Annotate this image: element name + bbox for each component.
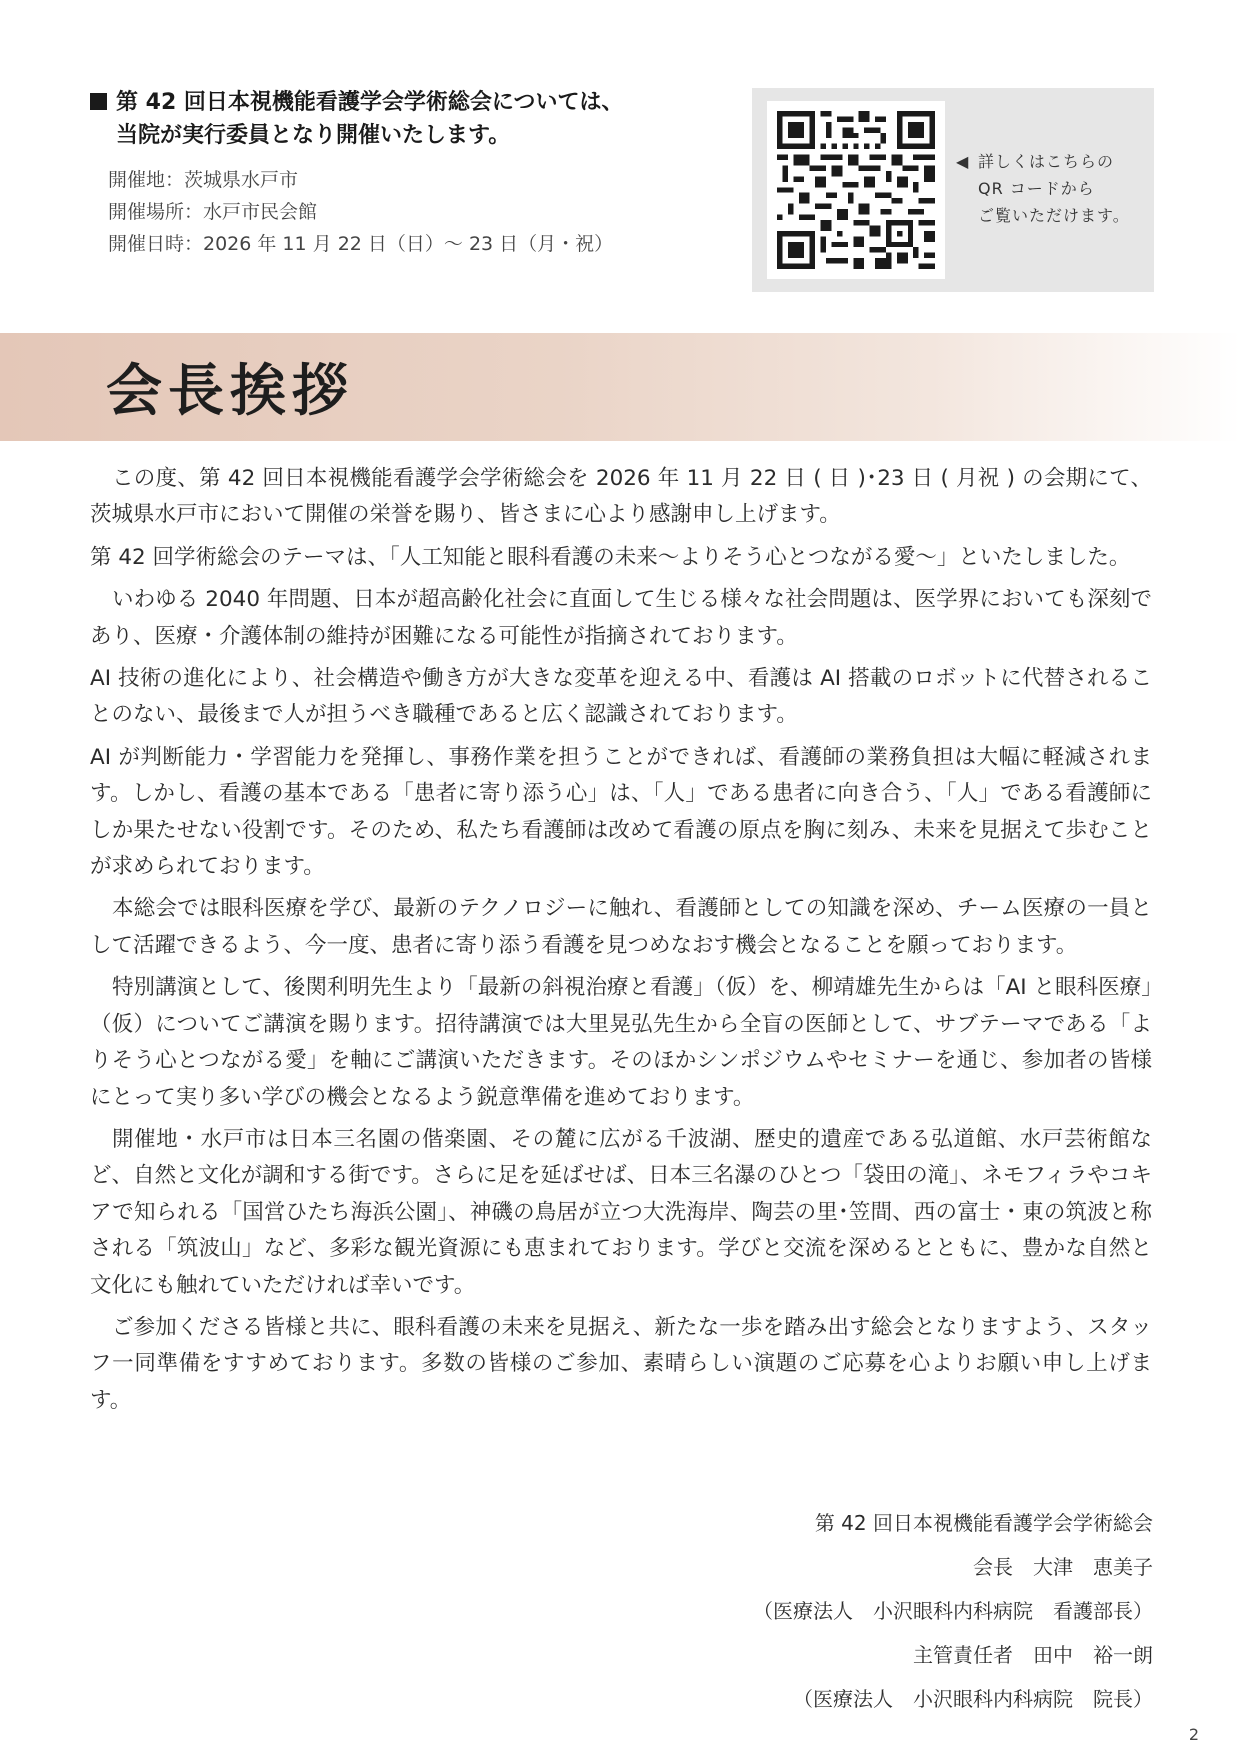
qr-code-icon (777, 111, 935, 269)
qr-code[interactable] (767, 101, 945, 279)
signature-manager-affiliation: （医療法人 小沢眼科内科病院 院長） (793, 1687, 1153, 1711)
paragraph-5: AI が判断能力・学習能力を発揮し、事務作業を担うことができれば、看護師の業務負担は大幅に軽減されます。しかし、看護の基本である「患者に寄り添う心」は、「人」である患者に向き合う、「人」である看護師にしか果たせない役割です。そのため、私たち看護師は改めて看護の原点を胸に刻み、未来を見据えて歩むことが求められております。 (90, 744, 1152, 880)
signature-manager: 主管責任者 田中 裕一朗 (913, 1643, 1153, 1667)
qr-caption-line-3: ご覧いただけます。 (978, 206, 1130, 225)
paragraph-6: 本総会では眼科医療を学び、最新のテクノロジーに触れ、看護師としての知識を深め、チーム医療の一員として活躍できるよう、今一度、患者に寄り添う看護を見つめなおす機会となることを願っております。 (90, 896, 1152, 958)
event-dates: 開催日時：2026 年 11 月 22 日（日）～ 23 日（月・祝） (108, 233, 614, 255)
paragraph-7: 特別講演として、後関利明先生より「最新の斜視治療と看護」（仮）を、柳靖雄先生からは「AI と眼科医療」（仮）についてご講演を賜ります。招待講演では大里晃弘先生から全盲の医師として、サブテーマである「よりそう心とつながる愛」を軸にご講演いただきます。そのほかシンポジウムやセミナーを通じ、参加者の皆様にとって実り多い学びの機会となるよう鋭意準備を進めております。 (90, 975, 1152, 1110)
page-title: 会長挨拶 (106, 358, 354, 424)
paragraph-4: AI 技術の進化により、社会構造や働き方が大きな変革を迎える中、看護は AI 搭載のロボットに代替されることのない、最後まで人が担うべき職種であると広く認識されております。 (90, 666, 1152, 728)
signature-block (753, 1505, 1153, 1717)
notice-title-line-1: 第 42 回日本視機能看護学会学術総会については、 (116, 90, 624, 115)
signature-president: 会長 大津 恵美子 (973, 1555, 1153, 1579)
greeting-body (90, 461, 1152, 1425)
qr-caption-line-1: 詳しくはこちらの (978, 152, 1115, 171)
paragraph-2: 第 42 回学術総会のテーマは、「人工知能と眼科看護の未来～よりそう心とつながる愛～」といたしました。 (90, 544, 1131, 570)
page-number: 2 (1188, 1725, 1199, 1744)
venue-area: 開催地：茨城県水戸市 (108, 169, 299, 191)
signature-president-affiliation: （医療法人 小沢眼科内科病院 看護部長） (753, 1599, 1153, 1623)
paragraph-1: この度、第 42 回日本視機能看護学会学術総会を 2026 年 11 月 22 日 ( 日 )･23 日 ( 月祝 ) の会期にて、茨城県水戸市において開催の栄誉を賜り、皆さまに心より感謝申し上げます。 (90, 466, 1152, 528)
section-banner (0, 333, 1241, 441)
paragraph-3: いわゆる 2040 年問題、日本が超高齢化社会に直面して生じる様々な社会問題は、医学界においても深刻であり、医療・介護体制の維持が困難になる可能性が指摘されております。 (90, 587, 1152, 649)
congress-notice (90, 86, 710, 260)
qr-caption-line-2: QR コードから (978, 179, 1095, 198)
venue: 開催場所：水戸市民会館 (108, 201, 318, 223)
notice-title (90, 86, 710, 152)
left-arrow-icon: ◀ (956, 152, 970, 171)
qr-panel (752, 88, 1154, 292)
square-bullet-icon (90, 93, 107, 110)
notice-details (90, 164, 710, 260)
notice-title-line-2: 当院が実行委員となり開催いたします。 (116, 123, 511, 148)
qr-caption (956, 148, 1152, 229)
signature-org: 第 42 回日本視機能看護学会学術総会 (814, 1511, 1153, 1535)
paragraph-9: ご参加くださる皆様と共に、眼科看護の未来を見据え、新たな一歩を踏み出す総会となりますよう、スタッフ一同準備をすすめております。多数の皆様のご参加、素晴らしい演題のご応募を心よりお願い申し上げます。 (90, 1314, 1152, 1413)
paragraph-8: 開催地・水戸市は日本三名園の偕楽園、その麓に広がる千波湖、歴史的遺産である弘道館、水戸芸術館など、自然と文化が調和する街です。さらに足を延ばせば、日本三名瀑のひとつ「袋田の滝」、ネモフィラやコキアで知られる「国営ひたち海浜公園」、神磯の鳥居が立つ大洗海岸、陶芸の里･笠間、西の富士・東の筑波と称される「筑波山」など、多彩な観光資源にも恵まれております。学びと交流を深めるとともに、豊かな自然と文化にも触れていただければ幸いです。 (90, 1126, 1152, 1298)
